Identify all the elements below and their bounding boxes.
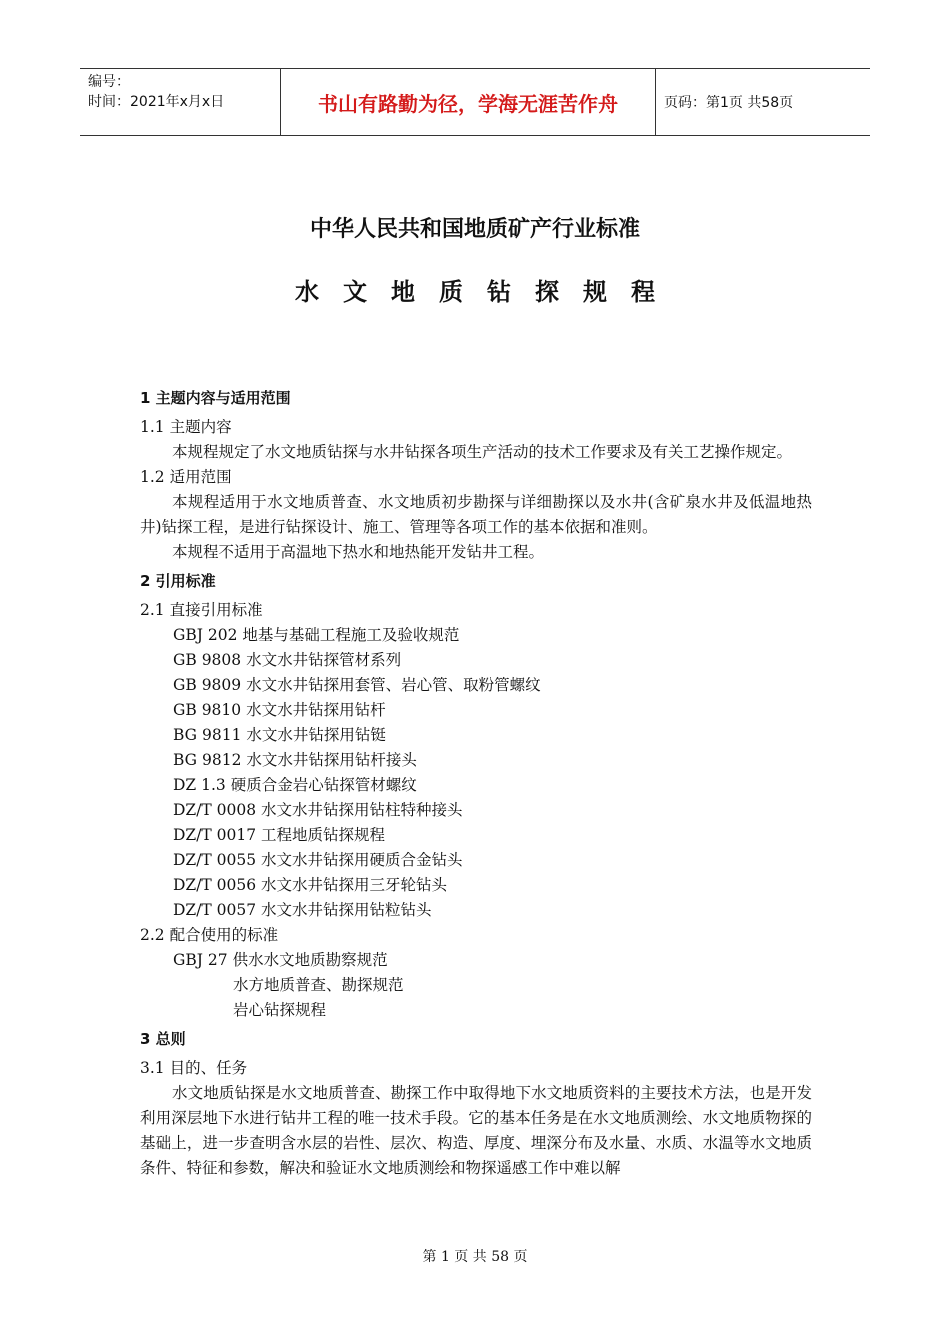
reference-item: GB 9810 水文水井钻探用钻杆	[173, 701, 386, 719]
code-label: 编号：	[88, 74, 130, 90]
section-heading-3: 3 总则	[140, 1030, 186, 1048]
reference-item: DZ/T 0008 水文水井钻探用钻柱特种接头	[173, 801, 463, 819]
reference-item: DZ/T 0056 水文水井钻探用三牙轮钻头	[173, 876, 448, 894]
subsection-heading: 1.2 适用范围	[140, 468, 232, 486]
reference-item: BG 9812 水文水井钻探用钻杆接头	[173, 751, 417, 769]
subsection-heading: 2.2 配合使用的标准	[140, 926, 279, 944]
reference-item: GBJ 27 供水水文地质勘察规范	[173, 951, 388, 969]
reference-item: GB 9808 水文水井钻探管材系列	[173, 651, 402, 669]
page-footer: 第 1 页 共 58 页	[422, 1249, 528, 1265]
reference-item: 岩心钻探规程	[233, 1001, 327, 1019]
reference-item: DZ/T 0055 水文水井钻探用硬质合金钻头	[173, 851, 463, 869]
reference-item: GBJ 202 地基与基础工程施工及验收规范	[173, 626, 460, 644]
subsection-heading: 2.1 直接引用标准	[140, 601, 263, 619]
header-page-info: 页码：第1页 共58页	[664, 95, 794, 111]
section-heading-1: 1 主题内容与适用范围	[140, 389, 291, 407]
paragraph: 本规程规定了水文地质钻探与水井钻探各项生产活动的技术工作要求及有关工艺操作规定。	[172, 443, 793, 461]
time-label: 时间：2021年x月x日	[88, 94, 225, 110]
paragraph: 本规程适用于水文地质普查、水文地质初步勘探与详细勘探以及水井(含矿泉水井及低温地热井)钻探工程，是进行钻探设计、施工、管理等各项工作的基本依据和准则。	[140, 493, 812, 536]
reference-item: GB 9809 水文水井钻探用套管、岩心管、取粉管螺纹	[173, 676, 541, 694]
reference-item: DZ/T 0017 工程地质钻探规程	[173, 826, 386, 844]
paragraph: 水文地质钻探是水文地质普查、勘探工作中取得地下水文地质资料的主要技术方法，也是开发利用深层地下水进行钻井工程的唯一技术手段。它的基本任务是在水文地质测绘、水文地质物探的基础上，进一步查明含水层的岩性、层次、构造、厚度、埋深分布及水量、水质、水温等水文地质条件、特征和参数，解决和验证水文地质测绘和物探遥感工作中难以解	[140, 1084, 812, 1177]
subsection-heading: 3.1 目的、任务	[140, 1059, 248, 1077]
header-meta	[80, 69, 281, 135]
reference-item: BG 9811 水文水井钻探用钻铤	[173, 726, 386, 744]
header-motto: 书山有路勤为径，学海无涯苦作舟	[281, 69, 656, 135]
page-header	[80, 68, 870, 136]
paragraph: 本规程不适用于高温地下热水和地热能开发钻井工程。	[172, 543, 545, 561]
document-body	[140, 382, 812, 1181]
section-heading-2: 2 引用标准	[140, 572, 216, 590]
document-subtitle: 水文地质钻探规程	[295, 278, 679, 306]
reference-item: DZ/T 0057 水文水井钻探用钻粒钻头	[173, 901, 432, 919]
document-title: 中华人民共和国地质矿产行业标准	[309, 217, 640, 242]
reference-item: 水方地质普查、勘探规范	[233, 976, 404, 994]
reference-item: DZ 1.3 硬质合金岩心钻探管材螺纹	[173, 776, 417, 794]
subsection-heading: 1.1 主题内容	[140, 418, 232, 436]
